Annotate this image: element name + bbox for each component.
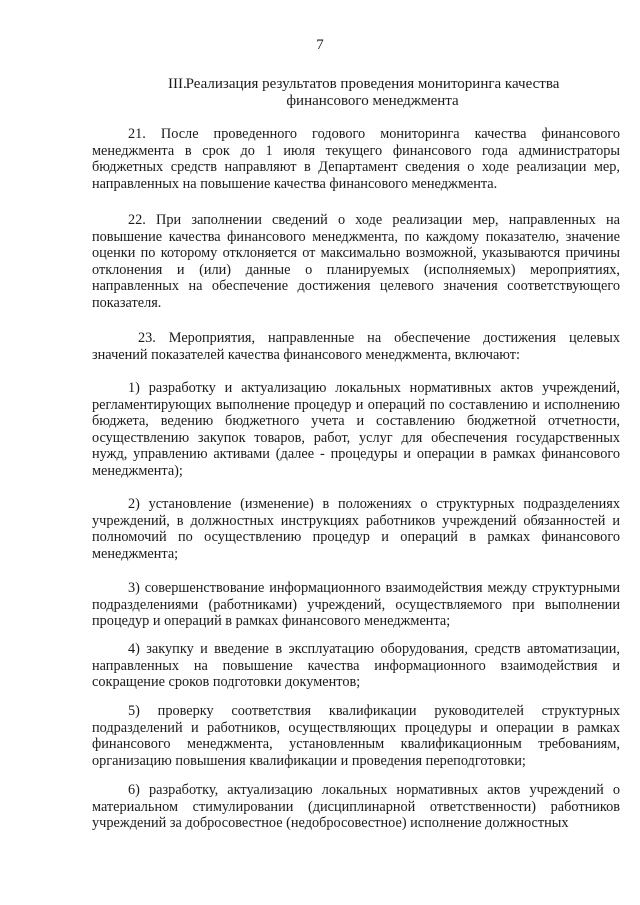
paragraph-23: 23. Мероприятия, направленные на обеспечение достижения целевых значений показателей качества финансового менеджмента, включают:	[92, 330, 620, 363]
list-item-5: 5) проверку соответствия квалификации руководителей структурных подразделений и работников, осуществляющих процедуры и операции в рамках финансового менеджмента, установленным квалификационным требованиям, организацию повышения квалификации и проведения переподготовки;	[92, 703, 620, 769]
section-title-line-2: финансового менеджмента	[286, 93, 459, 109]
page-number: 7	[316, 37, 324, 53]
section-number: III.	[168, 76, 187, 92]
list-item-2: 2) установление (изменение) в положениях о структурных подразделениях учреждений, в должностных инструкциях работников учреждений обязанностей и полномочий по осуществлению процедур и операций в рамках финансового менеджмента;	[92, 496, 620, 562]
list-item-6: 6) разработку, актуализацию локальных нормативных актов учреждений о материальном стимулировании (дисциплинарной ответственности) работников учреждений за добросовестное (недобросовестное) исполнение должностных	[92, 782, 620, 832]
paragraph-21: 21. После проведенного годового мониторинга качества финансового менеджмента в срок до 1 июля текущего финансового года администраторы бюджетных средств направляют в Департамент сведения о ходе реализации мер, направленных на повышение качества финансового менеджмента.	[92, 126, 620, 192]
paragraph-22: 22. При заполнении сведений о ходе реализации мер, направленных на повышение качества финансового менеджмента, по каждому показателю, значение оценки по которому отклоняется от максимально возможной, указываются причины отклонения и (или) данные о планируемых (исполняемых) мероприятиях, направленных на обеспечение достижения целевого значения соответствующего показателя.	[92, 212, 620, 311]
list-item-3: 3) совершенствование информационного взаимодействия между структурными подразделениями (работниками) учреждений, осуществляемого при выполнении процедур и операций в рамках финансового менеджмента;	[92, 580, 620, 630]
section-heading	[150, 76, 595, 110]
list-item-1: 1) разработку и актуализацию локальных нормативных актов учреждений, регламентирующих выполнение процедур и операций по составлению и исполнению бюджета, ведению бюджетного учета и составлению бюджетной отчетности, осуществлению закупок товаров, работ, услуг для обеспечения государственных нужд, управлению активами (далее - процедуры и операции в рамках финансового менеджмента);	[92, 380, 620, 479]
list-item-4: 4) закупку и введение в эксплуатацию оборудования, средств автоматизации, направленных на повышение качества информационного взаимодействия и сокращение сроков подготовки документов;	[92, 641, 620, 691]
section-title-line-1: Реализация результатов проведения мониторинга качества	[185, 76, 560, 92]
